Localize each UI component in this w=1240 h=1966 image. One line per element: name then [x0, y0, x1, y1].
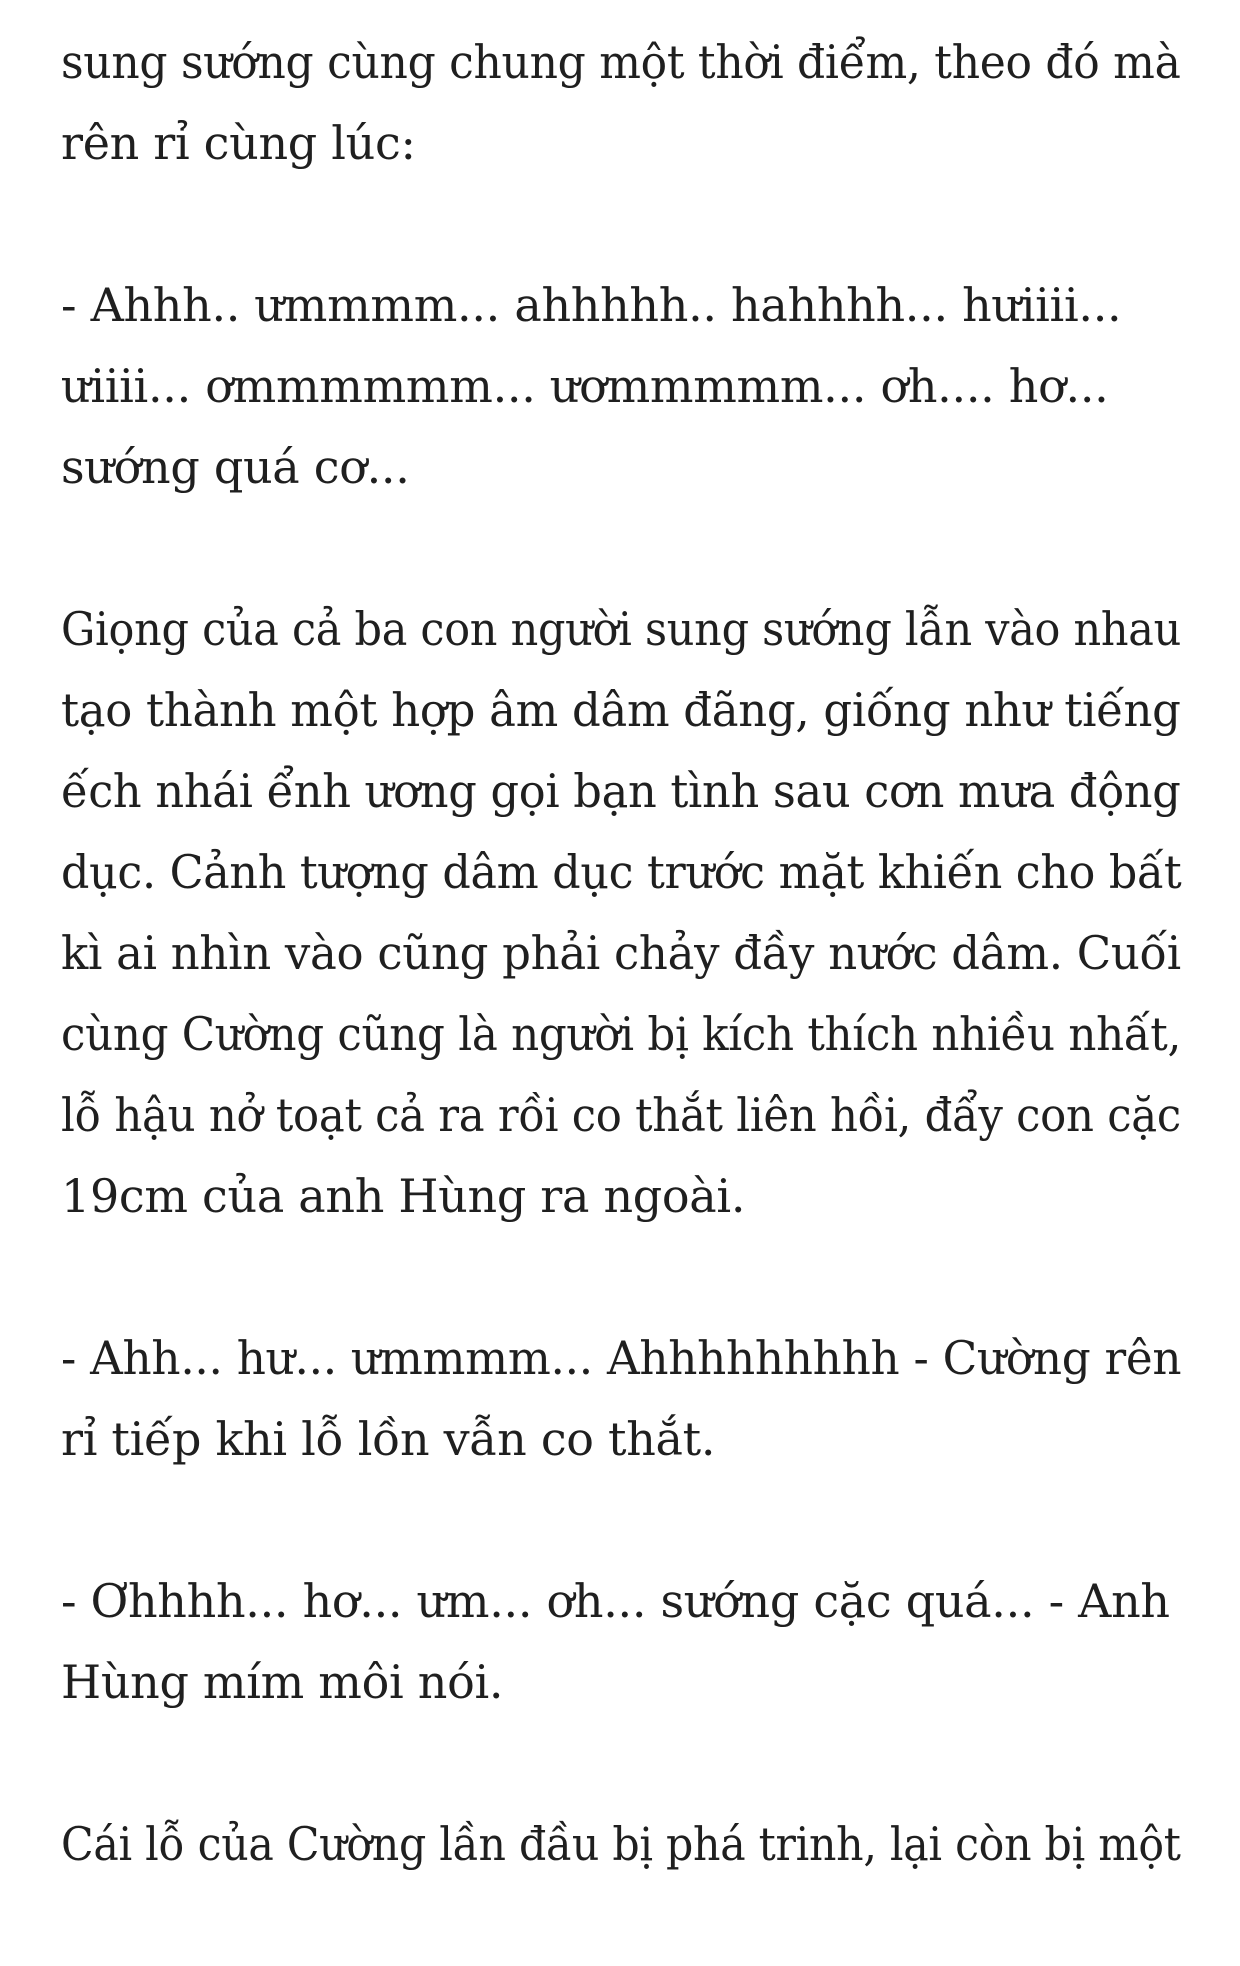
text-line: Cái lỗ của Cường lần đầu bị phá trinh, lại còn bị một [61, 1817, 1181, 1871]
paragraph-5 [61, 1561, 1181, 1723]
text-line: - Ahh... hư... ưmmmm... Ahhhhhhhhh - Cường rên [61, 1331, 1182, 1385]
text-line: ếch nhái ểnh ương gọi bạn tình sau cơn mưa động [61, 764, 1181, 818]
text-line: cùng Cường cũng là người bị kích thích nhiều nhất, [61, 1007, 1182, 1061]
paragraph-4 [61, 1318, 1181, 1480]
article-body [61, 22, 1181, 1966]
text-line: 19cm của anh Hùng ra ngoài. [61, 1169, 746, 1223]
text-line: Giọng của cả ba con người sung sướng lẫn vào nhau [61, 602, 1182, 656]
text-line: - Ahhh.. ưmmmm... ahhhhh.. hahhhh... hưiiii... [61, 278, 1122, 332]
text-line: lỗ hậu nở toạt cả ra rồi co thắt liên hồi, đẩy con cặc [61, 1088, 1181, 1142]
text-line: Hùng mím môi nói. [61, 1655, 504, 1709]
text-line: dục. Cảnh tượng dâm dục trước mặt khiến cho bất [61, 845, 1182, 899]
text-line: tạo thành một hợp âm dâm đãng, giống như tiếng [61, 683, 1181, 737]
paragraph-1 [61, 22, 1181, 184]
text-line: kì ai nhìn vào cũng phải chảy đầy nước dâm. Cuối [61, 926, 1181, 980]
text-line: rỉ tiếp khi lỗ lồn vẫn co thắt. [61, 1412, 716, 1466]
text-line: ưiiii... ơmmmmmm... ươmmmmm... ơh.... hơ... [61, 359, 1109, 413]
text-line: sướng quá cơ... [61, 440, 410, 494]
text-line: rên rỉ cùng lúc: [61, 116, 416, 170]
paragraph-6 [61, 1804, 1181, 1885]
text-line: - Ơhhhh... hơ... ưm... ơh... sướng cặc quá... - Anh [61, 1574, 1170, 1628]
paragraph-3 [61, 589, 1181, 1237]
paragraph-2 [61, 265, 1181, 508]
text-line: sung sướng cùng chung một thời điểm, theo đó mà [61, 35, 1181, 89]
